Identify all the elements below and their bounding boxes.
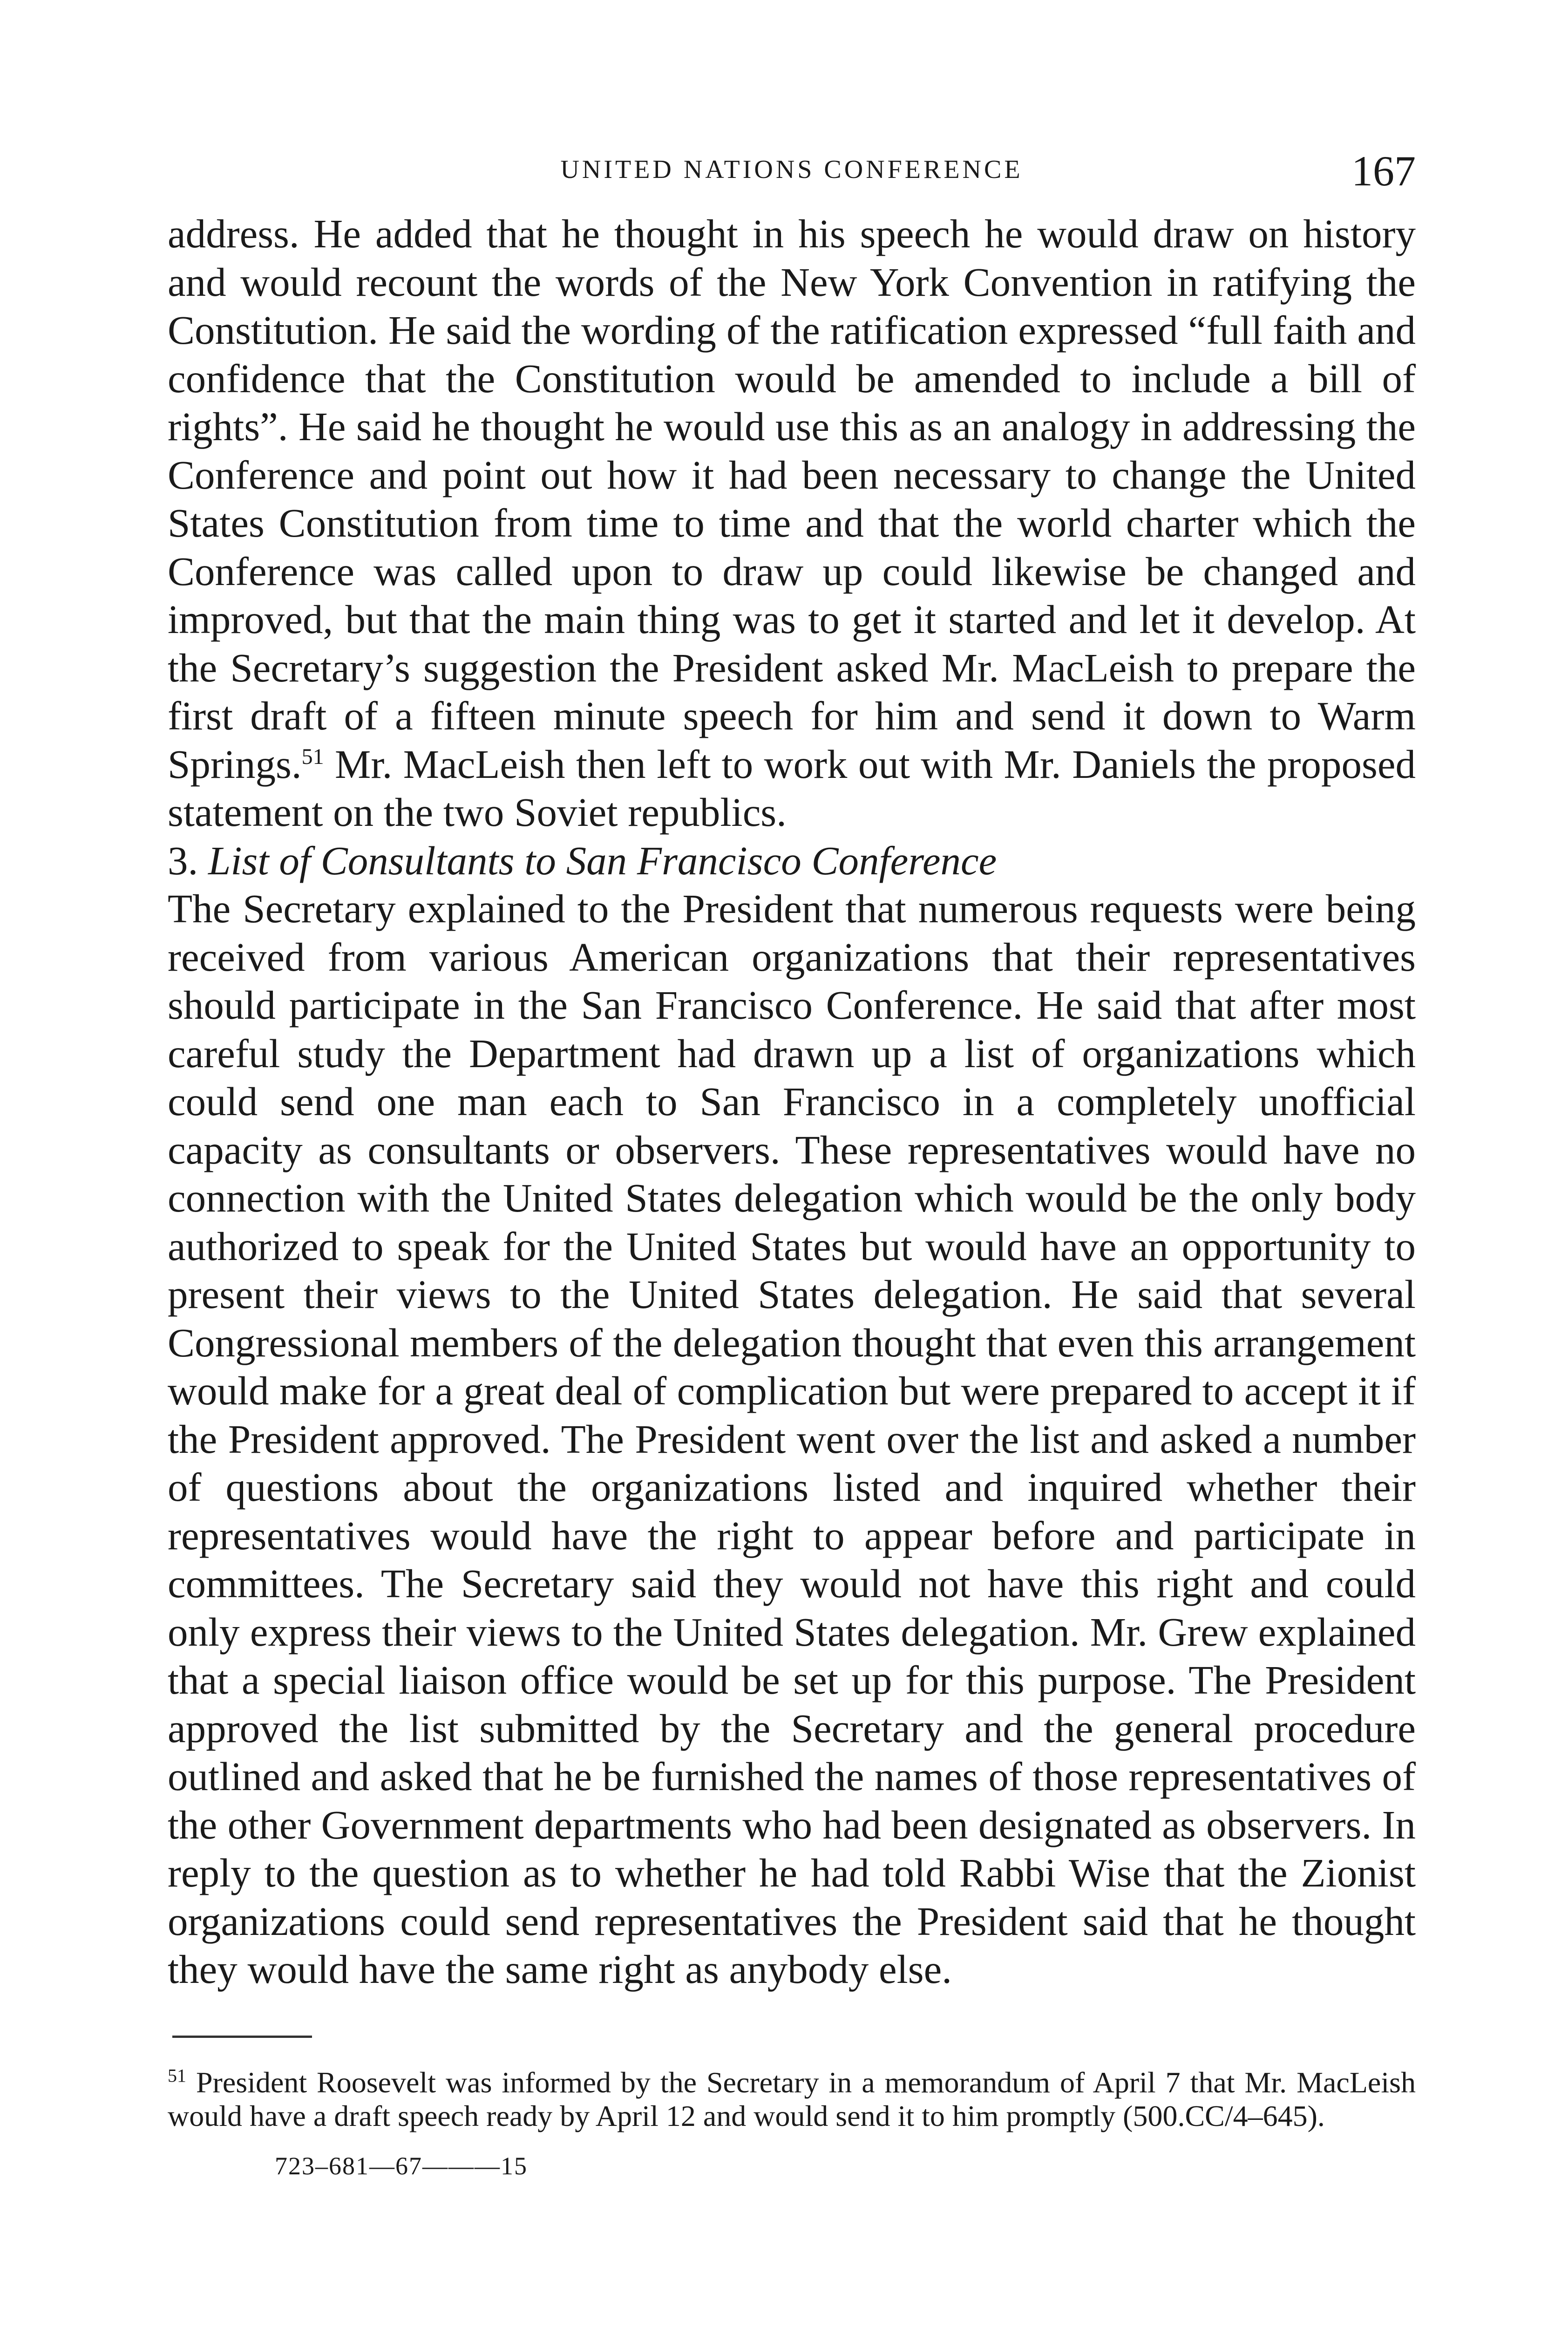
- paragraph-1: [168, 210, 1416, 837]
- footnote-rule: [172, 2036, 312, 2038]
- paragraph-2: The Secretary explained to the President that numerous requests were being received from various American organizations that their representatives should participate in the San Francisco Conference. He said that after most careful study the Department had drawn up a list of organizations which could send one man each to San Francisco in a completely unofficial capacity as consultants or observers. These representatives would have no connection with the United States delegation which would be the only body authorized to speak for the United States but would have an opportunity to present their views to the United States delegation. He said that several Congressional members of the delegation thought that even this arrangement would make for a great deal of complication but were prepared to accept it if the President approved. The President went over the list and asked a number of questions about the organizations listed and inquired whether their representatives would have the right to appear before and participate in committees. The Secretary said they would not have this right and could only express their views to the United States delegation. Mr. Grew explained that a special liaison office would be set up for this purpose. The President approved the list submitted by the Secretary and the general procedure outlined and asked that he be furnished the names of those representatives of the other Government departments who had been designated as observers. In reply to the question as to whether he had told Rabbi Wise that the Zionist organizations could send representatives the President said that he thought they would have the same right as anybody else.: [168, 886, 1416, 1992]
- page-number: 167: [1351, 147, 1416, 195]
- running-head: [168, 130, 1416, 210]
- paragraph-1-end: Mr. MacLeish then left to work out with Mr. Daniels the proposed statement on the two Soviet republics.: [168, 741, 1416, 835]
- footnote-text: President Roosevelt was informed by the Secretary in a memorandum of April 7 that Mr. MacLeish would have a draft speech ready by April 12 and would send it to him promptly (500.CC/4–645).: [168, 2065, 1416, 2132]
- section-heading: [168, 837, 1416, 885]
- footnote-reference: 51: [301, 744, 324, 769]
- print-code: 723–681—67———15: [275, 2152, 528, 2180]
- running-title: UNITED NATIONS CONFERENCE: [560, 155, 1023, 184]
- paragraph-1-text: address. He added that he thought in his speech he would draw on history and would recount the words of the New York Convention in ratifying the Constitution. He said the wording of the ratification expressed “full faith and confidence that the Constitution would be amended to include a bill of rights”. He said he thought he would use this as an analogy in addressing the Conference and point out how it had been necessary to change the United States Constitution from time to time and that the world charter which the Conference was called upon to draw up could likewise be changed and improved, but that the main thing was to get it started and let it develop. At the Secretary’s suggestion the President asked Mr. MacLeish to prepare the first draft of a fifteen minute speech for him and send it down to Warm Springs.: [168, 211, 1416, 787]
- section-number: 3.: [168, 838, 198, 883]
- section-title: List of Consultants to San Francisco Conference: [208, 838, 997, 883]
- footnote: [168, 2066, 1416, 2133]
- body-text: [168, 210, 1416, 837]
- footnote-marker: 51: [168, 2065, 186, 2086]
- document-page: [168, 130, 1416, 2180]
- body-text-2: [168, 885, 1416, 1994]
